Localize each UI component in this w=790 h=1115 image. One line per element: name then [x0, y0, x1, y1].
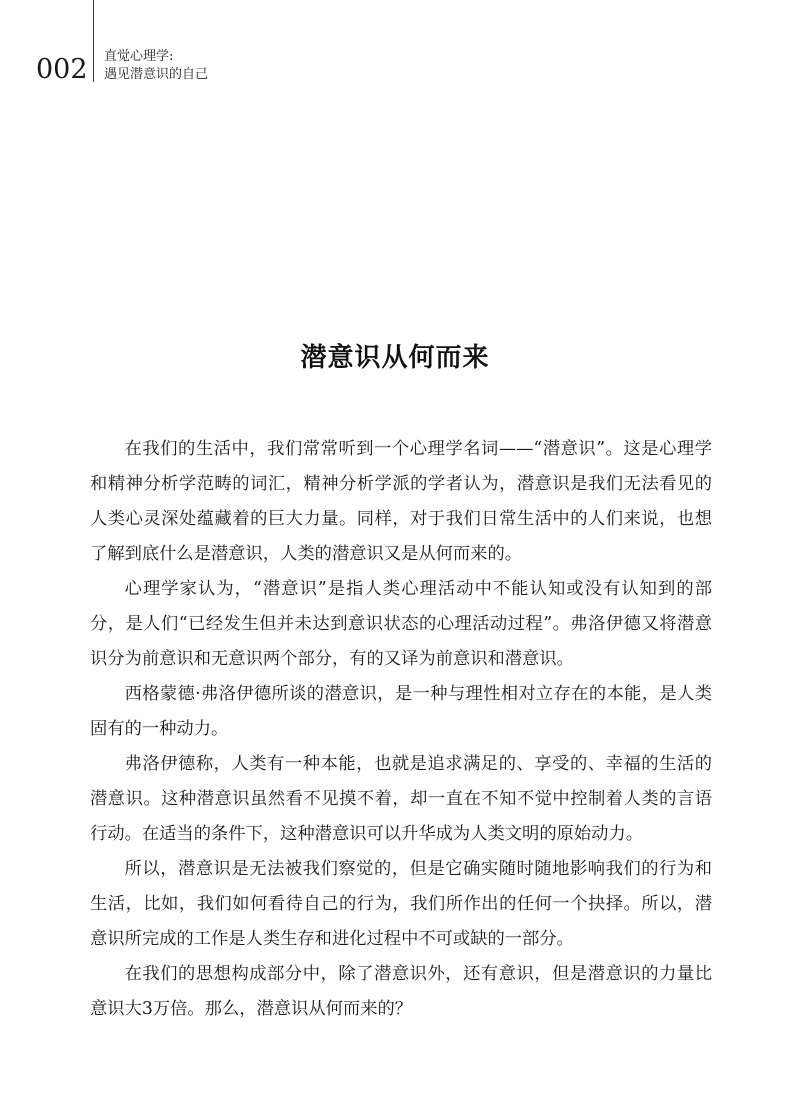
page-number: 002: [36, 54, 88, 85]
book-title: [104, 48, 208, 84]
header-divider: [93, 0, 94, 82]
paragraph: 弗洛伊德称，人类有一种本能，也就是追求满足的、享受的、幸福的生活的潜意识。这种潜意识虽然看不见摸不着，却一直在不知不觉中控制着人类的言语行动。在适当的条件下，这种潜意识可以升华成为人类文明的原始动力。: [90, 754, 712, 844]
running-header: [0, 0, 790, 110]
paragraph: 所以，潜意识是无法被我们察觉的，但是它确实随时随地影响我们的行为和生活，比如，我们如何看待自己的行为，我们所作出的任何一个抉择。所以，潜意识所完成的工作是人类生存和进化过程中不可或缺的一部分。: [90, 859, 712, 949]
book-title-line-1: 直觉心理学:: [104, 49, 174, 64]
paragraph: 心理学家认为，“潜意识”是指人类心理活动中不能认知或没有认知到的部分，是人们“已经发生但并未达到意识状态的心理活动过程”。弗洛伊德又将潜意识分为前意识和无意识两个部分，有的又译为前意识和潜意识。: [90, 579, 712, 669]
paragraph: 在我们的生活中，我们常常听到一个心理学名词——“潜意识”。这是心理学和精神分析学范畴的词汇，精神分析学派的学者认为，潜意识是我们无法看见的人类心灵深处蕴藏着的巨大力量。同样，对于我们日常生活中的人们来说，也想了解到底什么是潜意识，人类的潜意识又是从何而来的。: [90, 439, 712, 564]
body-text: [90, 432, 712, 1027]
book-title-line-2: 遇见潜意识的自己: [104, 67, 209, 82]
chapter-title: 潜意识从何而来: [300, 343, 490, 373]
paragraph: 在我们的思想构成部分中，除了潜意识外，还有意识，但是潜意识的力量比意识大3万倍。那么，潜意识从何而来的？: [90, 964, 712, 1019]
paragraph: 西格蒙德·弗洛伊德所谈的潜意识，是一种与理性相对立存在的本能，是人类固有的一种动力。: [90, 684, 712, 739]
